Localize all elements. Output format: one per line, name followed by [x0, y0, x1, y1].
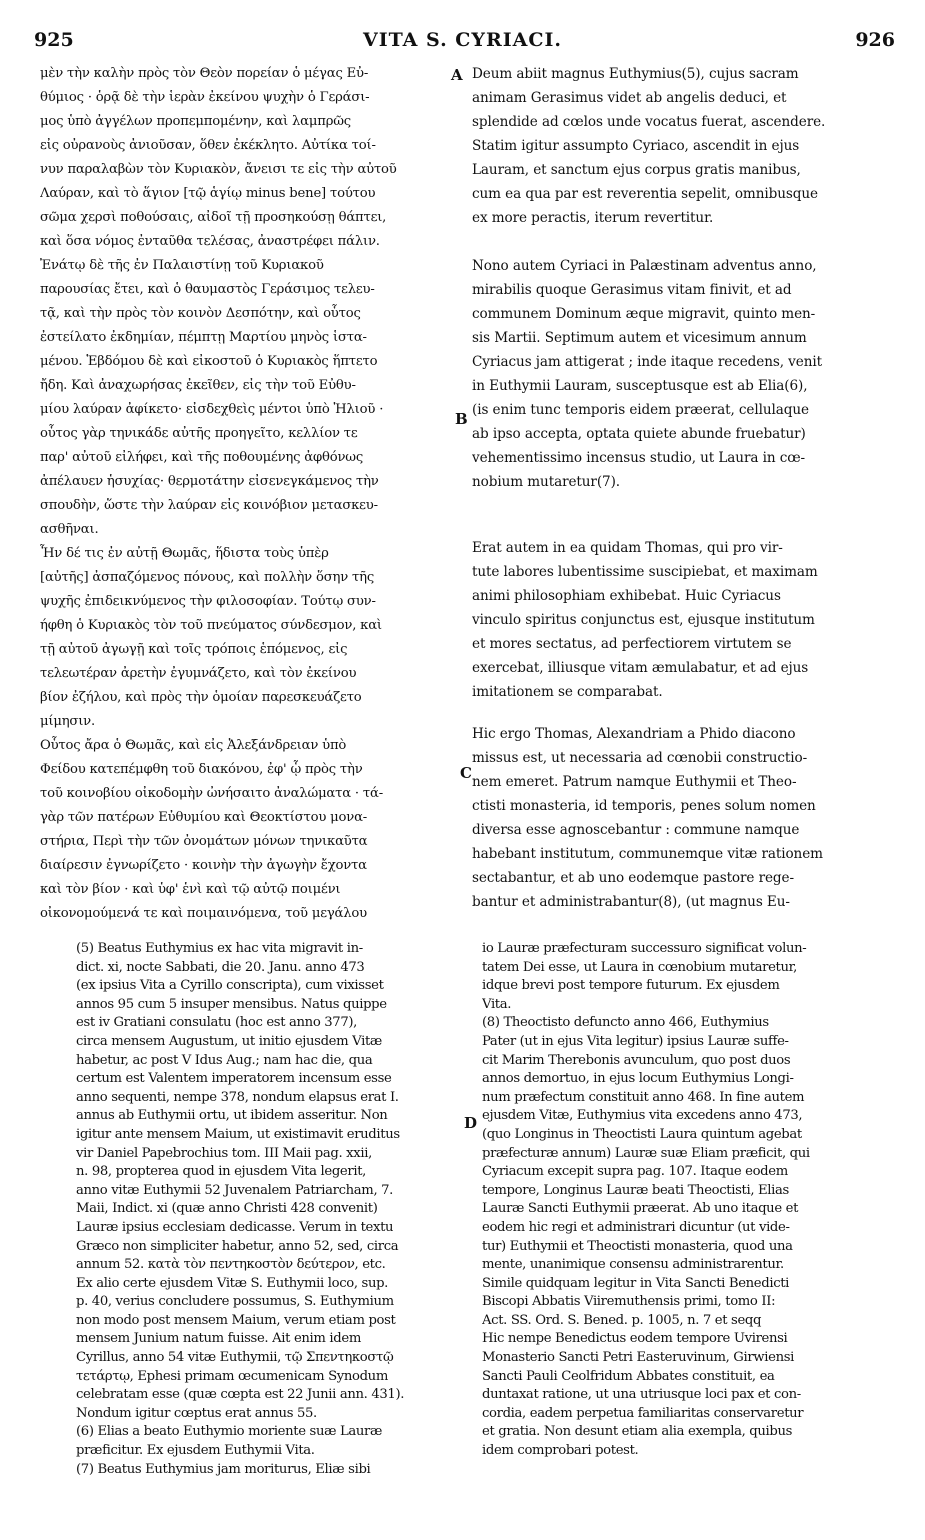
running-title: VITA S. CYRIACI.	[362, 29, 563, 51]
text-line: Sancti Pauli Ceolfridum Abbates constituit, ea	[482, 1368, 775, 1384]
text-line: annos demortuo, in ejus locum Euthymius Longi-	[482, 1071, 794, 1087]
text-line: non modo post mensem Maium, verum etiam post	[76, 1312, 396, 1328]
text-line: idem comprobari potest.	[482, 1443, 639, 1459]
text-line: (is enim tunc temporis eidem præerat, cellulaque	[472, 402, 809, 418]
text-line: annos 95 cum 5 insuper mensibus. Natus quippe	[76, 996, 387, 1012]
text-line: animi philosophiam exhibebat. Huic Cyriacus	[472, 588, 781, 604]
text-line: bantur et administrabantur(8), (ut magnus Eu-	[472, 894, 790, 910]
text-line: præficitur. Ex ejusdem Euthymii Vita.	[76, 1443, 315, 1459]
text-line: Hic nempe Benedictus eodem tempore Uvirensi	[482, 1331, 788, 1347]
text-line: Biscopi Abbatis Viiremuthensis primi, tomo II:	[482, 1294, 776, 1310]
text-line: ψυχῆς ἐπιδεικνύμενος τὴν φιλοσοφίαν. Τούτῳ συν-	[40, 594, 376, 609]
greek-paragraph-3	[40, 542, 455, 734]
text-line: io Lauræ præfecturam successuro significat volun-	[482, 941, 807, 956]
page-number-left: 925	[34, 29, 74, 51]
text-line: circa mensem Augustum, ut initio ejusdem Vitæ	[76, 1033, 382, 1049]
text-line: vinculo spiritus conjunctus est, ejusque institutum	[472, 612, 815, 628]
text-line: exercebat, illiusque vitam æmulabatur, et ad ejus	[472, 660, 809, 676]
text-line: annus ab Euthymii ortu, ut ibidem asseritur. Non	[76, 1108, 388, 1124]
text-line: Erat autem in ea quidam Thomas, qui pro vir-	[472, 540, 783, 556]
text-line: παρ' αὐτοῦ εἰλήφει, καὶ τῆς ποθουμένης ἀφθόνως	[40, 450, 364, 465]
text-line: Φείδου κατεπέμφθη τοῦ διακόνου, ἐφ' ᾧ πρὸς τὴν	[40, 762, 363, 777]
text-line: Monasterio Sancti Petri Easteruvinum, Girwiensi	[482, 1350, 795, 1366]
text-line: μένου. Ἑβδόμου δὲ καὶ εἰκοστοῦ ὁ Κυριακὸς ἥπτετο	[40, 354, 378, 369]
text-line: ἀπέλαυεν ἡσυχίας· θερμοτάτην εἰσενεγκάμενος τὴν	[40, 474, 379, 489]
text-line: igitur ante mensem Maium, ut existimavit eruditus	[76, 1126, 400, 1142]
latin-paragraph-1	[472, 62, 890, 230]
text-line: habetur, ac post V Idus Aug.; nam hac die, qua	[76, 1052, 373, 1068]
text-line: ab ipso accepta, optata quiete abunde fruebatur)	[472, 426, 806, 442]
text-line: τῇ αὐτοῦ ἀγωγῇ καὶ τοῖς τρόποις ἑπόμενος, εἰς	[40, 642, 348, 657]
latin-paragraph-3	[472, 536, 890, 704]
margin-letter-c: C	[460, 764, 472, 782]
text-line: habebant institutum, communemque vitæ rationem	[472, 846, 823, 862]
text-line: et gratia. Non desunt etiam alia exempla, quibus	[482, 1424, 793, 1440]
text-line: διαίρεσιν ἐγνωρίζετο · κοινὴν τὴν ἀγωγὴν ἔχοντα	[40, 858, 367, 873]
margin-letter-b: B	[455, 410, 468, 428]
text-line: Ἐνάτῳ δὲ τῆς ἐν Παλαιστίνῃ τοῦ Κυριακοῦ	[40, 258, 324, 273]
text-line: (7) Beatus Euthymius jam moriturus, Eliæ sibi	[76, 1461, 371, 1477]
text-line: et mores sectatus, ad perfectiorem virtutem se	[472, 636, 792, 652]
text-line: diversa esse agnoscebantur : commune namque	[472, 822, 800, 838]
text-line: Act. SS. Ord. S. Bened. p. 1005, n. 7 et seqq	[482, 1312, 762, 1328]
text-line: p. 40, verius concludere possumus, S. Euthymium	[76, 1294, 394, 1310]
text-line: Hic ergo Thomas, Alexandriam a Phido diacono	[472, 726, 796, 742]
text-line: (5) Beatus Euthymius ex hac vita migravit in-	[76, 941, 363, 956]
text-line: Ἦν δέ τις ἐν αὐτῇ Θωμᾶς, ἥδιστα τοὺς ὑπὲρ	[40, 546, 329, 561]
text-line: sectabantur, et ab uno eodemque pastore rege-	[472, 870, 794, 886]
text-line: σῶμα χερσὶ ποθούσαις, αἰδοῖ τῇ προσηκούσῃ θάπτει,	[40, 210, 387, 225]
text-line: θύμιος · ὁρᾷ δὲ τὴν ἱερὰν ἐκείνου ψυχὴν ὁ Γεράσι-	[40, 90, 370, 105]
text-line: ejusdem Vitæ, Euthymius vita excedens anno 473,	[482, 1108, 803, 1124]
text-line: idque brevi post tempore futurum. Ex ejusdem	[482, 978, 780, 994]
text-line: duntaxat ratione, ut una utriusque loci pax et con-	[482, 1387, 801, 1403]
text-line: num præfectum constituit anno 468. In fine autem	[482, 1089, 805, 1105]
text-line: certum est Valentem imperatorem incensum esse	[76, 1071, 392, 1087]
greek-paragraph-4	[40, 734, 455, 926]
text-line: cit Marim Therebonis avunculum, quo post duos	[482, 1052, 791, 1068]
text-line: Λαύραν, καὶ τὸ ἅγιον [τῷ ἁγίῳ minus bene] τούτου	[40, 186, 376, 201]
text-line: nobium mutaretur(7).	[472, 474, 621, 490]
text-line: μὲν τὴν καλὴν πρὸς τὸν Θεὸν πορείαν ὁ μέγας Εὐ-	[40, 66, 369, 81]
text-line: n. 98, propterea quod in ejusdem Vita legerit,	[76, 1164, 366, 1180]
text-line: Οὗτος ἄρα ὁ Θωμᾶς, καὶ εἰς Ἀλεξάνδρειαν ὑπὸ	[40, 738, 347, 753]
page-number-right: 926	[855, 29, 895, 51]
text-line: νυν παραλαβὼν τὸν Κυριακὸν, ἄνεισι τε εἰς τὴν αὐτοῦ	[40, 162, 397, 177]
text-line: Simile quidquam legitur in Vita Sancti Benedicti	[482, 1275, 790, 1291]
greek-paragraph-2	[40, 254, 455, 542]
text-line: in Euthymii Lauram, susceptusque est ab Elia(6),	[472, 378, 808, 394]
text-line: anno sequenti, nempe 378, nondum elapsus erat I.	[76, 1089, 399, 1105]
text-line: Cyriacum excepit supra pag. 107. Itaque eodem	[482, 1164, 788, 1180]
text-line: Lauræ ipsius ecclesiam dedicasse. Verum in textu	[76, 1219, 394, 1235]
text-line: annum 52. κατὰ τὸν πεντηκοστὸν δεύτερον, etc.	[76, 1257, 386, 1273]
text-line: τετάρτῳ, Ephesi primam œcumenicam Synodum	[76, 1368, 388, 1384]
text-line: cordia, eadem perpetua familiaritas conservaretur	[482, 1405, 804, 1421]
latin-paragraph-4	[472, 722, 890, 914]
text-line: vir Daniel Papebrochius tom. III Maii pag. xxii,	[76, 1145, 372, 1161]
text-line: missus est, ut necessaria ad cœnobii constructio-	[472, 750, 808, 766]
text-line: tatem Dei esse, ut Laura in cœnobium mutaretur,	[482, 959, 798, 975]
text-line: est iv Gratiani consulatu (hoc est anno 377),	[76, 1015, 358, 1031]
text-line: Lauram, et sanctum ejus corpus gratis manibus,	[472, 162, 801, 178]
text-line: cum ea qua par est reverentia sepelit, omnibusque	[472, 186, 818, 202]
footnotes-right	[482, 940, 888, 1461]
text-line: mensem Junium natum fuisse. Ait enim idem	[76, 1331, 361, 1347]
margin-letter-a: A	[451, 66, 463, 84]
text-line: Cyriacus jam attigerat ; inde itaque recedens, venit	[472, 354, 822, 370]
text-line: εἰς οὐρανοὺς ἀνιοῦσαν, ὅθεν ἐκέκλητο. Αὐτίκα τοί-	[40, 138, 376, 153]
text-line: μίου λαύραν ἀφίκετο· εἰσδεχθεὶς μέντοι ὑπὸ Ἠλιοῦ ·	[40, 402, 384, 417]
text-line: Statim igitur assumpto Cyriaco, ascendit in ejus	[472, 138, 800, 154]
text-line: vehementissimo incensus studio, ut Laura in cœ-	[472, 450, 806, 466]
text-line: imitationem se comparabat.	[472, 684, 663, 700]
text-line: celebratam esse (quæ cœpta est 22 Junii ann. 431).	[76, 1387, 405, 1403]
text-line: γὰρ τῶν πατέρων Εὐθυμίου καὶ Θεοκτίστου μονα-	[40, 810, 368, 825]
text-line: mirabilis quoque Gerasimus vitam finivit, et ad	[472, 282, 792, 298]
text-line: τελεωτέραν ἀρετὴν ἐγυμνάζετο, καὶ τὸν ἐκείνου	[40, 666, 357, 681]
greek-paragraph-1	[40, 62, 455, 254]
text-line: mente, unanimique consensu administrarentur.	[482, 1257, 784, 1273]
text-line: οἰκονομούμενά τε καὶ ποιμαινόμενα, τοῦ μεγάλου	[40, 906, 367, 921]
text-line: (6) Elias a beato Euthymio moriente suæ Lauræ	[76, 1424, 383, 1440]
margin-letter-d: D	[464, 1114, 478, 1132]
text-line: ἤδη. Καὶ ἀναχωρήσας ἐκεῖθεν, εἰς τὴν τοῦ Εὐθυ-	[40, 378, 356, 393]
footnotes-left	[76, 940, 456, 1479]
text-line: tute labores lubentissime suscipiebat, et maximam	[472, 564, 818, 580]
text-line: μος ὑπὸ ἀγγέλων προπεμπομένην, καὶ λαμπρῶς	[40, 114, 351, 129]
text-line: τᾷ, καὶ τὴν πρὸς τὸν κοινὸν Δεσπότην, καὶ οὗτος	[40, 306, 361, 321]
text-line: sis Martii. Septimum autem et vicesimum annum	[472, 330, 807, 346]
text-line: ασθῆναι.	[40, 522, 99, 537]
text-line: ἐστείλατο ἐκδημίαν, πέμπτῃ Μαρτίου μηνὸς ἱστα-	[40, 330, 367, 345]
text-line: anno vitæ Euthymii 52 Juvenalem Patriarcham, 7.	[76, 1182, 394, 1198]
text-line: παρουσίας ἔτει, καὶ ὁ θαυμαστὸς Γεράσιμος τελευ-	[40, 282, 375, 297]
text-line: σπουδὴν, ὥστε τὴν λαύραν εἰς κοινόβιον μετασκευ-	[40, 498, 378, 513]
text-line: eodem hic regi et administrari dicuntur (ut vide-	[482, 1219, 790, 1235]
text-line: [αὐτῆς] ἀσπαζόμενος πόνους, καὶ πολλὴν ὅσην τῆς	[40, 570, 375, 585]
text-line: Nondum igitur cœptus erat annus 55.	[76, 1405, 317, 1421]
text-line: dict. xi, nocte Sabbati, die 20. Janu. anno 473	[76, 959, 365, 975]
text-line: communem Dominum æque migravit, quinto men-	[472, 306, 816, 322]
text-line: Vita.	[482, 996, 512, 1012]
latin-paragraph-2	[472, 254, 890, 494]
text-line: Nono autem Cyriaci in Palæstinam adventus anno,	[472, 258, 817, 274]
text-line: Græco non simpliciter habetur, anno 52, sed, circa	[76, 1238, 399, 1254]
text-line: ctisti monasteria, id temporis, penes solum nomen	[472, 798, 816, 814]
text-line: Cyrillus, anno 54 vitæ Euthymii, τῷ Σπεντηκοστῷ	[76, 1350, 394, 1366]
text-line: καὶ τὸν βίον · καὶ ὑφ' ἑνὶ καὶ τῷ αὐτῷ ποιμένι	[40, 882, 341, 897]
text-line: τοῦ κοινοβίου οἰκοδομὴν ὠνήσαιτο ἀναλώματα · τά-	[40, 786, 383, 801]
text-line: καὶ ὅσα νόμος ἐνταῦθα τελέσας, ἀναστρέφει πάλιν.	[40, 234, 380, 249]
text-line: (8) Theoctisto defuncto anno 466, Euthymius	[482, 1015, 769, 1031]
text-line: tempore, Longinus Lauræ beati Theoctisti, Elias	[482, 1182, 789, 1198]
text-line: (quo Longinus in Theoctisti Laura quintum agebat	[482, 1126, 802, 1142]
text-line: Lauræ Sancti Euthymii præerat. Ab uno itaque et	[482, 1201, 799, 1217]
text-line: ήφθη ὁ Κυριακὸς τὸν τοῦ πνεύματος σύνδεσμον, καὶ	[40, 618, 382, 633]
text-line: μίμησιν.	[40, 714, 95, 729]
text-line: præfecturæ annum) Lauræ suæ Eliam præficit, qui	[482, 1145, 810, 1161]
text-line: splendide ad cœlos unde vocatus fuerat, ascendere.	[472, 114, 826, 130]
text-line: tur) Euthymii et Theoctisti monasteria, quod una	[482, 1238, 793, 1254]
text-line: στήρια, Περὶ τὴν τῶν ὀνομάτων μόνων τηνικαῦτα	[40, 834, 368, 849]
text-line: Maii, Indict. xi (quæ anno Christi 428 convenit)	[76, 1201, 378, 1217]
text-line: ex more peractis, iterum revertitur.	[472, 210, 714, 226]
text-line: οὗτος γὰρ τηνικάδε αὐτῆς προηγεῖτο, κελλίον τε	[40, 426, 358, 441]
text-line: Ex alio certe ejusdem Vitæ S. Euthymii loco, sup.	[76, 1275, 389, 1291]
text-line: animam Gerasimus videt ab angelis deduci, et	[472, 90, 787, 106]
text-line: βίον ἐζήλου, καὶ πρὸς τὴν ὁμοίαν παρεσκευάζετο	[40, 690, 362, 705]
text-line: Deum abiit magnus Euthymius(5), cujus sacram	[472, 66, 799, 82]
text-line: Pater (ut in ejus Vita legitur) ipsius Lauræ suffe-	[482, 1033, 789, 1049]
text-line: (ex ipsius Vita a Cyrillo conscripta), cum vixisset	[76, 978, 384, 994]
text-line: nem emeret. Patrum namque Euthymii et Theo-	[472, 774, 797, 790]
